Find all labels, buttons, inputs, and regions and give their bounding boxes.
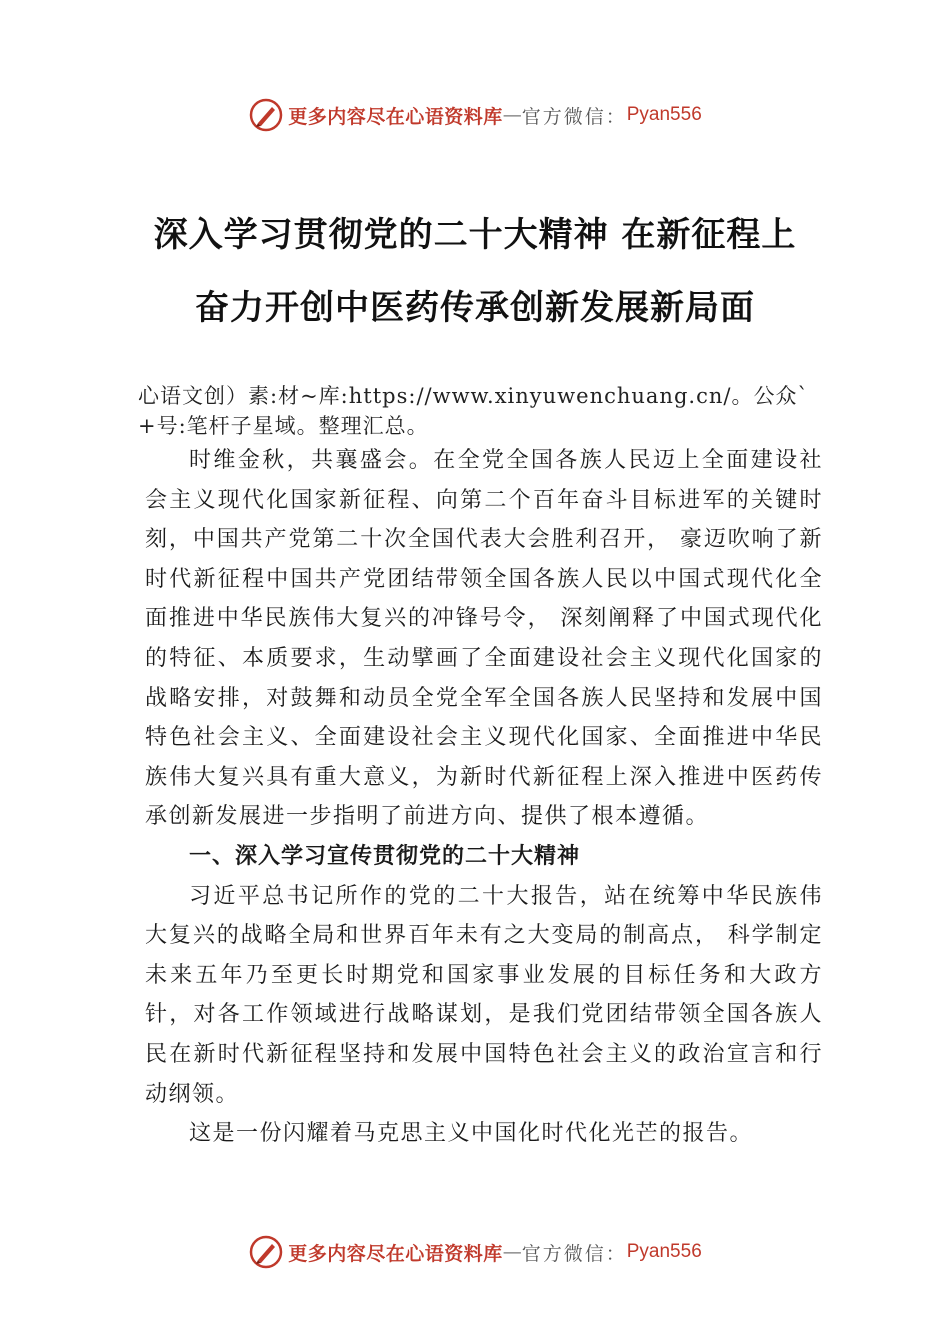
paragraph-3: 这是一份闪耀着马克思主义中国化时代化光芒的报告。 xyxy=(189,1121,754,1147)
banner-wechat-label: 官方微信： xyxy=(521,1242,627,1265)
banner-wechat-id: Pyan556 xyxy=(626,104,702,125)
quill-logo-icon xyxy=(248,97,284,133)
banner-separator: — xyxy=(502,1241,522,1263)
document-body xyxy=(145,441,823,1154)
banner-wechat-id: Pyan556 xyxy=(626,1241,702,1262)
quill-logo-icon xyxy=(248,1234,284,1270)
document-title-line-2: 奋力开创中医药传承创新发展新局面 xyxy=(195,288,755,328)
banner-separator: — xyxy=(502,104,522,126)
section-heading-1: 一、深入学习宣传贯彻党的二十大精神 xyxy=(189,843,581,869)
banner-site-text: 更多内容尽在心语资料库 xyxy=(288,105,503,128)
footer-banner xyxy=(0,1232,950,1272)
source-note: 心语文创）素:材~库:https://www.xinyuwenchuang.cn/。公众`+号:笔杆子星域。整理汇总。 xyxy=(138,384,809,438)
document-title-line-1: 深入学习贯彻党的二十大精神 在新征程上 xyxy=(153,215,797,255)
banner-wechat-label: 官方微信： xyxy=(521,105,627,128)
paragraph-2: 习近平总书记所作的党的二十大报告，站在统筹中华民族伟大复兴的战略全局和世界百年未有之大变局的制高点， 科学制定未来五年乃至更长时期党和国家事业发展的目标任务和大政方针，对各工作领域进行战略谋划，是我们党团结带领全国各族人民在新时代新征程坚持和发展中国特色社会主义的政治宣言和行动纲领。 xyxy=(145,883,823,1107)
header-banner xyxy=(0,95,950,135)
paragraph-1: 时维金秋，共襄盛会。在全党全国各族人民迈上全面建设社会主义现代化国家新征程、向第二个百年奋斗目标进军的关键时刻，中国共产党第二十次全国代表大会胜利召开， 豪迈吹响了新时代新征程中国共产党团结带领全国各族人民以中国式现代化全面推进中华民族伟大复兴的冲锋号令， 深刻阐释了中国式现代化的特征、本质要求，生动擘画了全面建设社会主义现代化国家的战略安排，对鼓舞和动员全党全军全国各族人民坚持和发展中国特色社会主义、全面建设社会主义现代化国家、全面推进中华民族伟大复兴具有重大意义，为新时代新征程上深入推进中医药传承创新发展进一步指明了前进方向、提供了根本遵循。 xyxy=(145,448,823,830)
banner-site-text: 更多内容尽在心语资料库 xyxy=(288,1242,503,1265)
